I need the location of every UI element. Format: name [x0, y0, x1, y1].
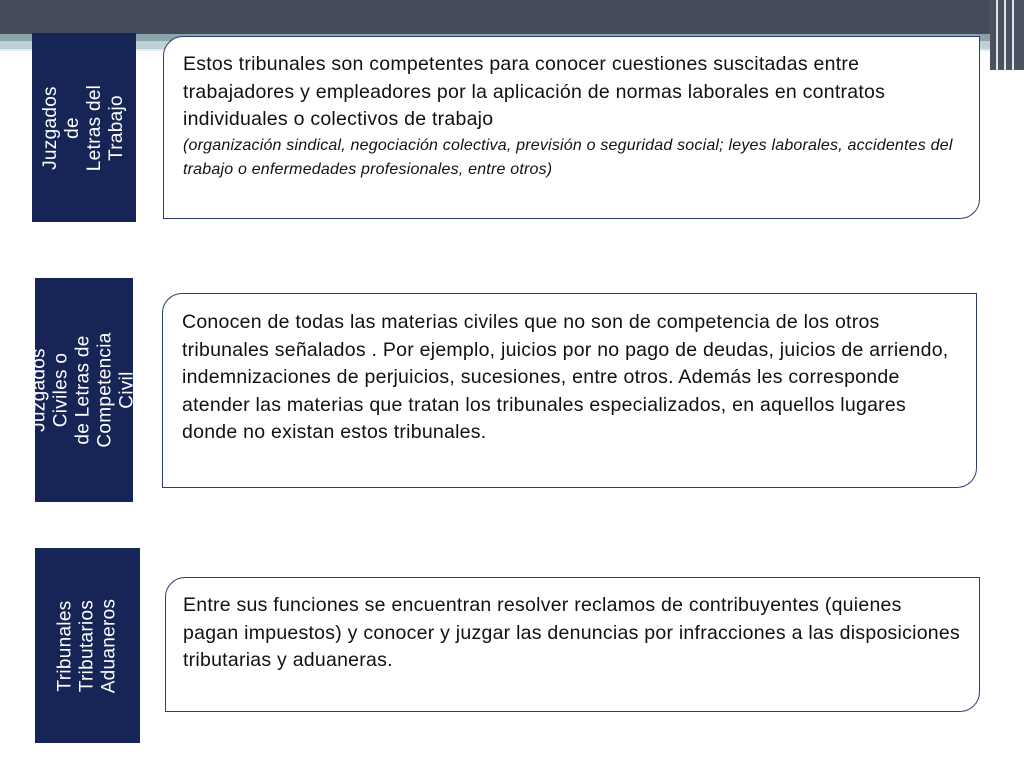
- corner-stripe: [996, 0, 998, 70]
- description-box-trabajo: [163, 36, 980, 219]
- label-juzgados-civiles: [29, 278, 138, 502]
- description-trabajo: Estos tribunales son competentes para conocer cuestiones suscitadas entre trabajadores y empleadores por la aplicación de normas laborales en contratos individuales o colectivos de trabajo: [183, 53, 886, 130]
- label-tribunales-tributarios: [35, 548, 140, 743]
- description-trabajo-note: (organización sindical, negociación colectiva, previsión o seguridad social; leyes laborales, accidentes del trabajo o enfermedades profesionales, entre otros): [183, 136, 953, 178]
- corner-stripe: [1004, 0, 1006, 70]
- label-tribunales-tributarios-text: Tribunales Tributarios Aduaneros: [54, 598, 120, 693]
- label-juzgados-civiles-text: Juzgados Civiles o de Letras de Competencia Civil: [29, 332, 138, 448]
- description-box-tributarios: [165, 577, 980, 712]
- description-box-civiles: [162, 293, 977, 488]
- header-bar: [0, 0, 1024, 34]
- corner-stripe: [1012, 0, 1014, 70]
- description-civiles: Conocen de todas las materias civiles que no son de competencia de los otros tribunales señalados . Por ejemplo, juicios por no pago de deudas, juicios de arriendo, indemnizaciones de perjuicios, sucesiones, entre otros. Además les corresponde atender las materias que tratan los tribunales especializados, en aquellos lugares donde no existan estos tribunales.: [182, 311, 949, 443]
- label-juzgados-trabajo: [32, 33, 136, 222]
- description-tributarios: Entre sus funciones se encuentran resolver reclamos de contribuyentes (quienes pagan impuestos) y conocer y juzgar las denuncias por infracciones a las disposiciones tributarias y aduaneras.: [183, 594, 960, 671]
- label-juzgados-trabajo-text: Juzgados de Letras del Trabajo: [40, 84, 127, 171]
